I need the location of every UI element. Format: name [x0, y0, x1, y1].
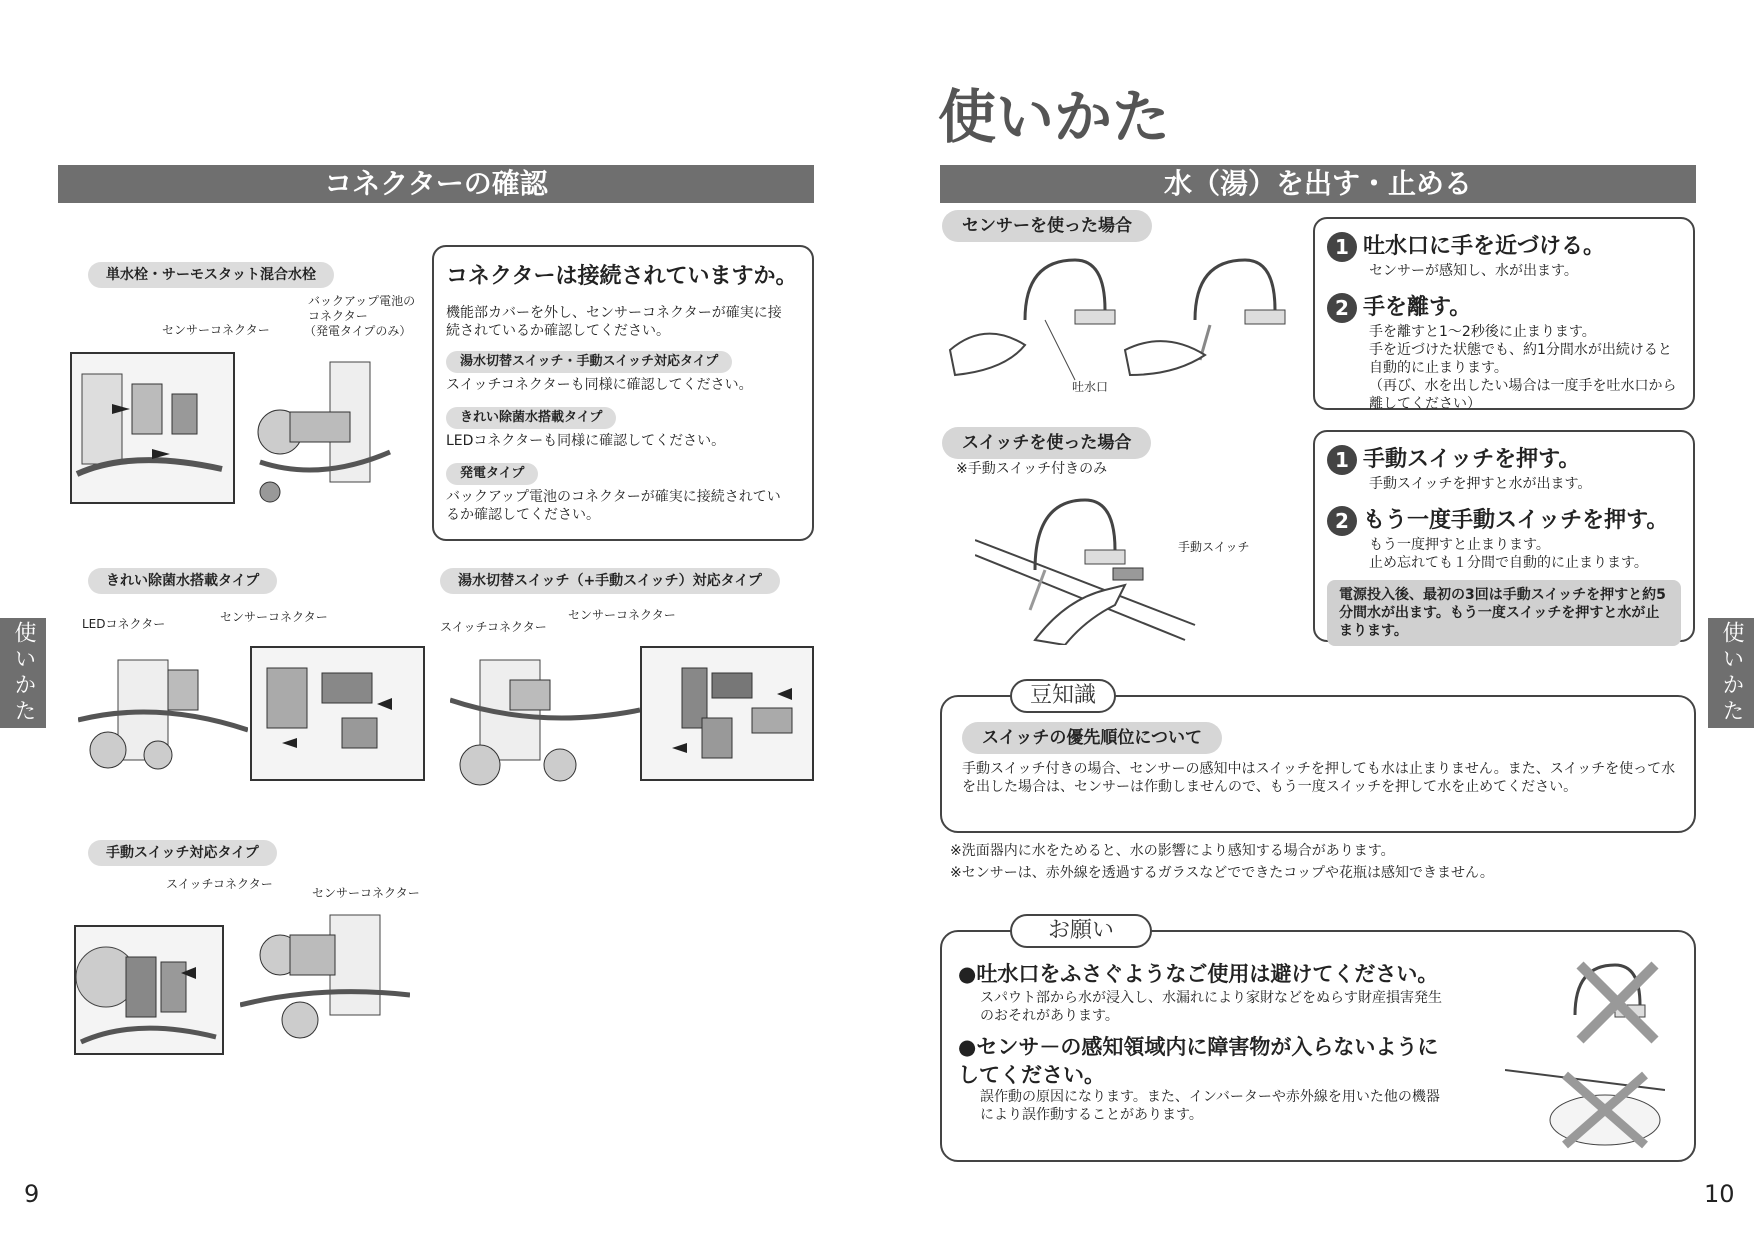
label-single-faucet: 単水栓・サーモスタット混合水栓 — [88, 262, 334, 288]
callout-manual-switch: スイッチコネクター — [166, 877, 273, 891]
step-number-2: 2 — [1327, 293, 1357, 323]
connector-info-box — [432, 245, 814, 541]
switch-case-note: ※手動スイッチ付きのみ — [956, 461, 1108, 477]
tips-subtitle: スイッチの優先順位について — [962, 722, 1222, 754]
illustration-led-faucet — [78, 640, 248, 780]
request-2-body: 誤作動の原因になります。また、インバーターや赤外線を用いた他の機器により誤作動することがあります。 — [980, 1089, 1440, 1123]
illustration-switch-press — [975, 480, 1235, 645]
faucet-manual-icon — [240, 895, 410, 1045]
faucet-led-icon — [78, 640, 248, 780]
switch-step-number-2: 2 — [1327, 506, 1357, 536]
switch-step-2-body-2: 止め忘れても１分間で自動的に止まります。 — [1369, 555, 1648, 571]
step-2-title-text: 手を離す。 — [1363, 295, 1472, 320]
callout-backup-1: バックアップ電池の — [308, 294, 416, 308]
faucet-body-icon — [240, 352, 400, 512]
illustration-manual-closeup — [74, 925, 224, 1055]
callout-manual-sensor: センサーコネクター — [312, 886, 420, 900]
label-switch-type: 湯水切替スイッチ（+手動スイッチ）対応タイプ — [440, 568, 780, 594]
illustration-do-not — [1505, 945, 1665, 1150]
sensor-step-2-body-2: 手を近づけた状態でも、約1分間水が出続けると自動的に止まります。 — [1369, 342, 1672, 376]
illustration-sensor-hands — [945, 250, 1295, 400]
sensor-step-2-body-1: 手を離すと1～2秒後に止まります。 — [1369, 324, 1596, 340]
step-1-title-text: 吐水口に手を近づける。 — [1363, 234, 1606, 259]
faucet-switch-icon — [450, 640, 640, 790]
sensor-steps-box — [1313, 217, 1695, 410]
callout-sensor-connector: センサーコネクター — [162, 323, 270, 337]
illustration-manual-faucet — [240, 895, 410, 1045]
illustration-switch-faucet — [450, 640, 640, 790]
callout-backup-3: （発電タイプのみ） — [304, 324, 412, 338]
illustration-single-faucet — [240, 352, 400, 512]
illustration-single-closeup — [70, 352, 235, 504]
switch-step-number-1: 1 — [1327, 445, 1357, 475]
note-2: ※センサーは、赤外線を透過するガラスなどでできたコップや花瓶は感知できません。 — [950, 865, 1494, 881]
callout-switch-connector: スイッチコネクター — [440, 620, 547, 634]
callout-led-sensor: センサーコネクター — [220, 610, 328, 624]
page-number-right: 10 — [1704, 1180, 1735, 1208]
switch-step-2-title — [1327, 503, 1681, 536]
switch-highlight-note: 電源投入後、最初の3回は手動スイッチを押すと約5分間水が出ます。もう一度スイッチを押すと水が止まります。 — [1327, 580, 1681, 646]
info-box-intro: 機能部カバーを外し、センサーコネクターが確実に接続されているか確認してください。 — [446, 305, 782, 339]
connector-led-closeup-icon — [252, 648, 423, 779]
tips-badge: 豆知識 — [1010, 679, 1116, 713]
note-1: ※洗面器内に水をためると、水の影響により感知する場合があります。 — [950, 843, 1395, 859]
label-sensor-case: センサーを使った場合 — [942, 210, 1152, 242]
callout-led-connector: LEDコネクター — [82, 617, 166, 631]
sensor-step-1-title — [1327, 229, 1681, 262]
request-1-title: ●吐水口をふさぐようなご使用は避けてください。 — [958, 962, 1439, 986]
sensor-step-1-body: センサーが感知し、水が出ます。 — [1369, 263, 1578, 279]
text-switch-type: スイッチコネクターも同様に確認してください。 — [446, 377, 753, 393]
prohibited-x-icon — [1505, 945, 1665, 1150]
page-number-left: 9 — [24, 1180, 40, 1208]
switch-step-1-title — [1327, 442, 1681, 475]
tag-led-type: きれい除菌水搭載タイプ — [446, 407, 616, 429]
connector-closeup-icon — [72, 354, 233, 502]
section-header-connector: コネクターの確認 — [58, 165, 814, 203]
hands-under-faucet-icon — [945, 250, 1295, 400]
side-tab-left: 使いかた — [0, 618, 46, 728]
switch-step-1-body: 手動スイッチを押すと水が出ます。 — [1369, 476, 1592, 492]
finger-pressing-switch-icon — [975, 480, 1235, 645]
info-box-title: コネクターは接続されていますか。 — [446, 264, 798, 289]
label-manual-switch: 手動スイッチ — [1178, 540, 1250, 554]
label-spout: 吐水口 — [1072, 380, 1109, 394]
request-2-title: ●センサ－の感知領域内に障害物が入らないようにしてください。 — [958, 1035, 1439, 1087]
tag-switch-type: 湯水切替スイッチ・手動スイッチ対応タイプ — [446, 351, 732, 373]
switch-step-2-title-text: もう一度手動スイッチを押す。 — [1363, 508, 1669, 533]
section-header-water: 水（湯）を出す・止める — [940, 165, 1696, 203]
label-led-type: きれい除菌水搭載タイプ — [88, 568, 277, 594]
label-switch-case: スイッチを使った場合 — [942, 427, 1151, 459]
side-tab-right: 使いかた — [1708, 618, 1754, 728]
illustration-switch-closeup — [640, 646, 814, 781]
tips-text: 手動スイッチ付きの場合、センサーの感知中はスイッチを押しても水は止まりません。また、スイッチを使って水を出した場合は、センサーは作動しませんので、もう一度スイッチを押して水を止めてください。 — [962, 761, 1676, 795]
connector-manual-closeup-icon — [76, 927, 222, 1053]
switch-step-2-body-1: もう一度押すと止まります。 — [1369, 537, 1550, 553]
illustration-led-closeup — [250, 646, 425, 781]
tag-generator-type: 発電タイプ — [446, 463, 538, 485]
label-manual-type: 手動スイッチ対応タイプ — [88, 840, 277, 866]
request-badge: お願い — [1010, 914, 1152, 948]
sensor-step-2-title — [1327, 290, 1681, 323]
switch-steps-box — [1313, 430, 1695, 642]
callout-backup-2: コネクター — [308, 309, 368, 323]
text-generator-type: バックアップ電池のコネクターが確実に接続されているか確認してください。 — [446, 489, 781, 523]
text-led-type: LEDコネクターも同様に確認してください。 — [446, 433, 726, 449]
request-1-body: スパウト部から水が浸入し、水漏れにより家財などをぬらす財産損害発生のおそれがあります。 — [980, 990, 1442, 1024]
callout-switch-sensor: センサーコネクター — [568, 608, 676, 622]
page-title: 使いかた — [938, 83, 1171, 151]
sensor-step-2-body-3: （再び、水を出したい場合は一度手を吐水口から離してください） — [1369, 378, 1677, 412]
switch-step-1-title-text: 手動スイッチを押す。 — [1363, 447, 1581, 472]
step-number-1: 1 — [1327, 232, 1357, 262]
connector-switch-closeup-icon — [642, 648, 812, 779]
